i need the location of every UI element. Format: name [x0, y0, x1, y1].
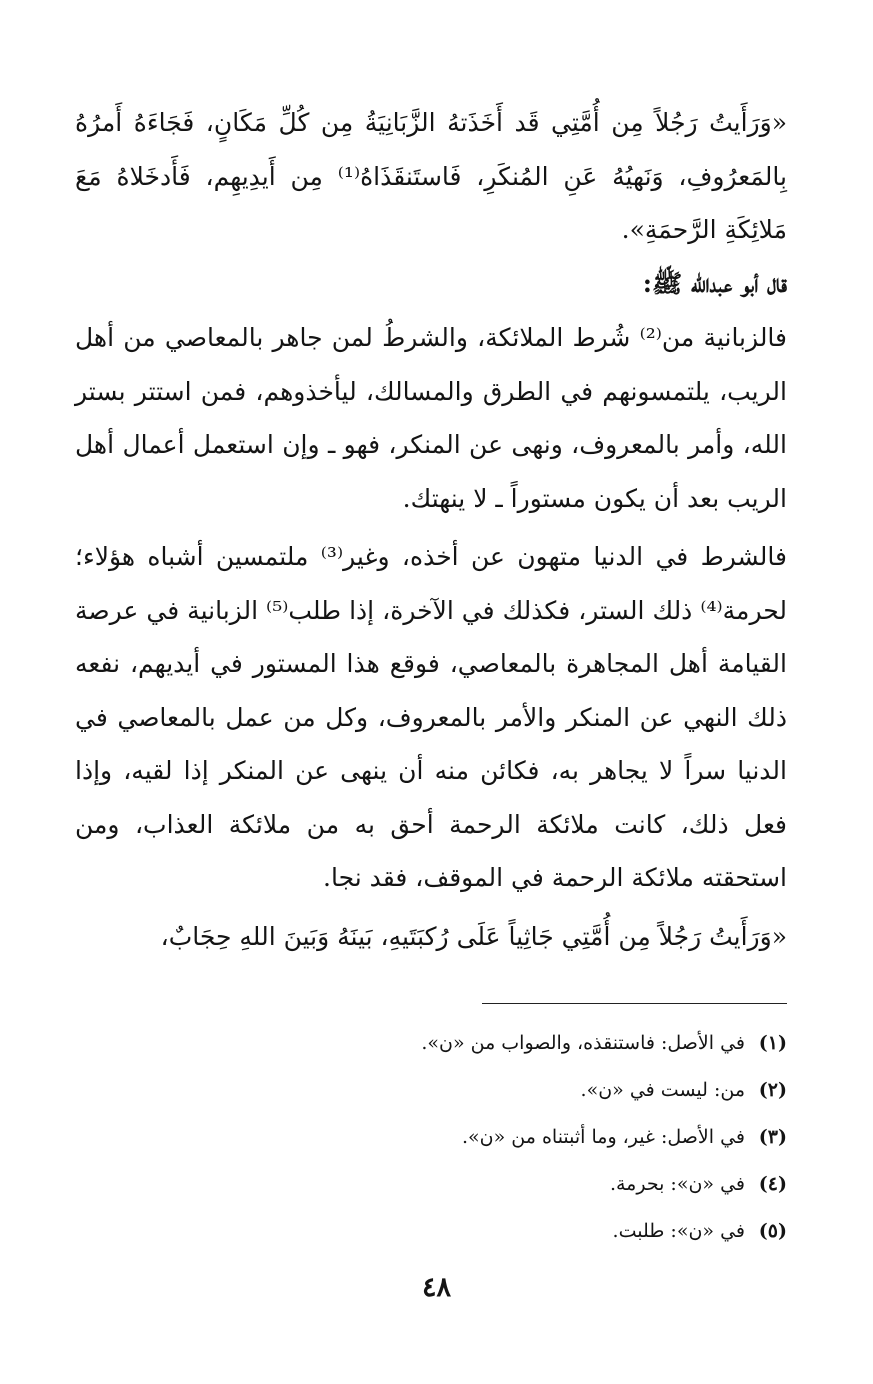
footnote-number: (٥) [758, 1220, 787, 1242]
footnote-text: في «ن»: بحرمة. [609, 1173, 745, 1195]
commentary-paragraph-2: فالشرط في الدنيا متهون عن أخذه، وغير⁽³⁾ ملتمسين أشباه هؤلاء؛ لحرمة⁽⁴⁾ ذلك الستر، فكذلك في الآخرة، إذا طلب⁽⁵⁾ الزبانية في عرصة القيامة أهل المجاهرة بالمعاصي، فوقع هذا المستور في أيديهم، نفعه ذلك النهي عن المنكر والأمر بالمعروف، وكل من عمل بالمعاصي في الدنيا سراً لا يجاهر به، فكائن منه أن ينهى عن المنكر إذا لقيه، وإذا فعل ذلك، كانت ملائكة الرحمة أحق به من ملائكة العذاب، ومن استحقته ملائكة الرحمة في الموقف، فقد نجا. [75, 542, 787, 892]
footnote-number: (٤) [758, 1173, 787, 1195]
footnote-item [75, 1067, 787, 1114]
footnote-divider [482, 1003, 787, 1004]
footnote-item [75, 1208, 787, 1255]
footnote-text: من: ليست في «ن». [580, 1079, 745, 1101]
footnote-number: (٣) [758, 1126, 787, 1148]
page-number: ٤٨ [421, 1272, 451, 1303]
footnote-item [75, 1114, 787, 1161]
footnote-item [75, 1020, 787, 1067]
footnote-number: (٢) [758, 1079, 787, 1101]
hadith-paragraph-1: «وَرَأَيتُ رَجُلاً مِن أُمَّتِي قَد أَخَذَتهُ الزَّبَانِيَةُ مِن كُلِّ مَكَانٍ، فَجَاءَهُ أَمرُهُ بِالمَعرُوفِ، وَنَهيُهُ عَنِ المُنكَرِ، فَاستَنقَذَاهُ⁽¹⁾ مِن أَيدِيهِم، فَأَدخَلاهُ مَعَ مَلائِكَةِ الرَّحمَةِ». [75, 108, 787, 244]
footnote-item [75, 1161, 787, 1208]
section-heading: قال أبو عبدالله ﷺ: [642, 269, 787, 298]
main-text [75, 96, 787, 965]
commentary-paragraph-1: فالزبانية من⁽²⁾ شُرط الملائكة، والشرطُ لمن جاهر بالمعاصي من أهل الريب، يلتمسونهم في الطرق والمسالك، ليأخذوهم، فمن استتر بستر الله، وأمر بالمعروف، ونهى عن المنكر، فهو ـ وإن استعمل أعمال أهل الريب بعد أن يكون مستوراً ـ لا ينهتك. [75, 323, 787, 513]
hadith-paragraph-2: «وَرَأَيتُ رَجُلاً مِن أُمَّتِي جَاثِياً عَلَى رُكبَتَيهِ، بَينَهُ وَبَينَ اللهِ حِجَابٌ، [160, 922, 787, 951]
footnote-text: في الأصل: غير، وما أثبتناه من «ن». [461, 1126, 745, 1148]
footnote-text: في الأصل: فاستنقذه، والصواب من «ن». [421, 1032, 745, 1054]
footnote-number: (١) [758, 1032, 787, 1054]
footnotes-list [75, 1020, 787, 1255]
footnote-text: في «ن»: طلبت. [612, 1220, 745, 1242]
